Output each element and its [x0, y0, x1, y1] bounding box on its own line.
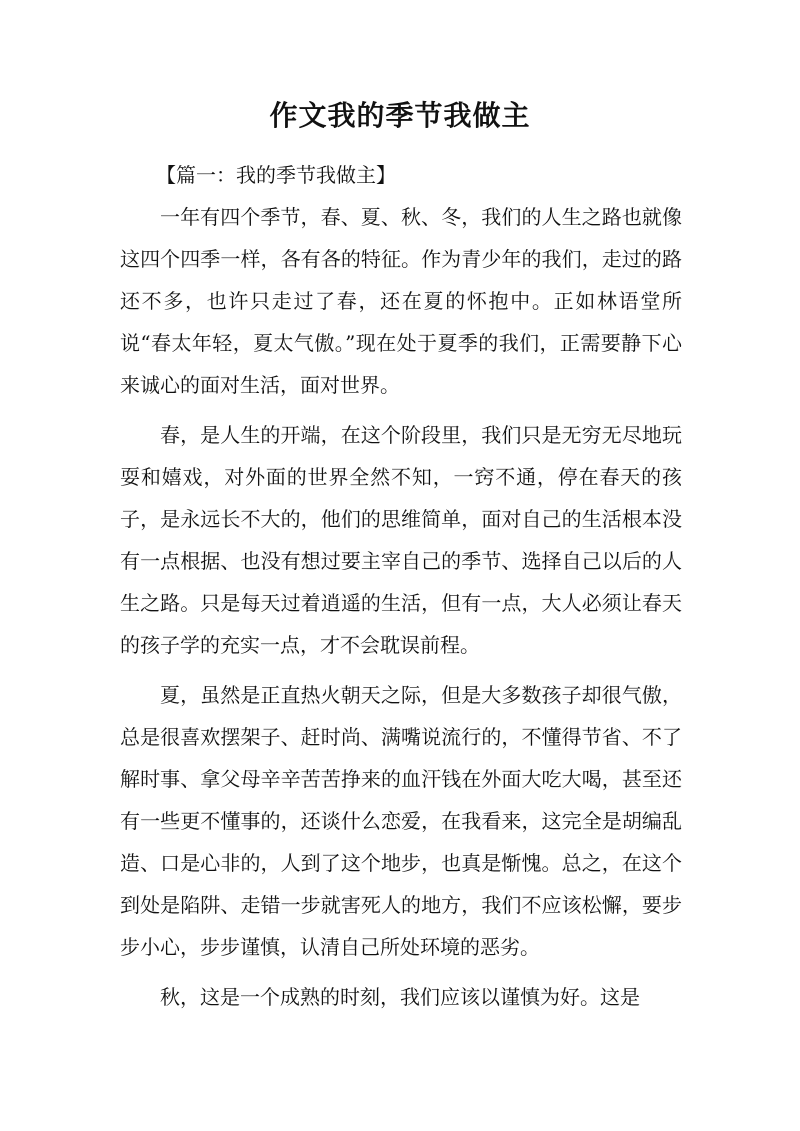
section-heading: 【篇一：我的季节我做主】: [156, 163, 396, 187]
paragraph-summer: 夏，虽然是正直热火朝天之际，但是大多数孩子却很气傲，总是很喜欢摆架子、赶时尚、满嘴说流行的，不懂得节省、不了解时事、拿父母辛辛苦苦挣来的血汗钱在外面大吃大喝，甚至还有一些更不懂事的，还谈什么恋爱，在我看来，这完全是胡编乱造、口是心非的，人到了这个地步，也真是惭愧。总之，在这个到处是陷阱、走错一步就害死人的地方，我们不应该松懈，要步步小心，步步谨慎，认清自己所处环境的恶劣。: [120, 683, 682, 959]
paragraph-spring: 春，是人生的开端，在这个阶段里，我们只是无穷无尽地玩耍和嬉戏，对外面的世界全然不知，一窍不通，停在春天的孩子，是永远长不大的，他们的思维简单，面对自己的生活根本没有一点根据、也没有想过要主宰自己的季节、选择自己以后的人生之路。只是每天过着逍遥的生活，但有一点，大人必须让春天的孩子学的充实一点，才不会耽误前程。: [120, 423, 682, 657]
document-body: [120, 154, 682, 1026]
paragraph-intro: 一年有四个季节，春、夏、秋、冬，我们的人生之路也就像这四个四季一样，各有各的特征。作为青少年的我们，走过的路还不多，也许只走过了春，还在夏的怀抱中。正如林语堂所说“春太年轻，夏太气傲。”现在处于夏季的我们，正需要静下心来诚心的面对生活，面对世界。: [120, 205, 682, 397]
document-title: 作文我的季节我做主: [269, 99, 531, 132]
paragraph-autumn: 秋，这是一个成熟的时刻，我们应该以谨慎为好。这是: [160, 985, 640, 1009]
